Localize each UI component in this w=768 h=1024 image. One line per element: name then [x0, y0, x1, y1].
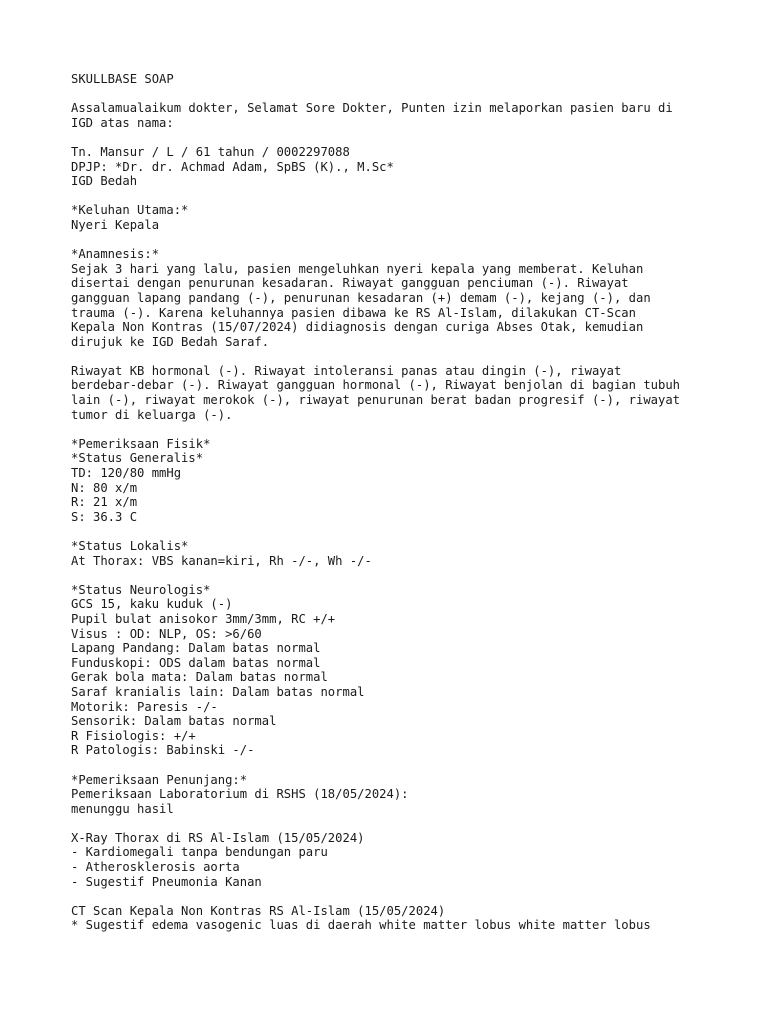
neuro-line: Saraf kranialis lain: Dalam batas normal: [71, 684, 365, 699]
vital-sign-line: S: 36.3 C: [71, 509, 138, 524]
patient-unit: IGD Bedah: [71, 174, 138, 189]
section-heading: *Pemeriksaan Penunjang:*: [71, 772, 248, 787]
section-heading: *Anamnesis:*: [71, 247, 160, 262]
section-heading: *Keluhan Utama:*: [71, 203, 189, 218]
xray-line: - Sugestif Pneumonia Kanan: [71, 874, 262, 889]
neuro-line: R Patologis: Babinski -/-: [71, 743, 255, 758]
greeting-line: Assalamualaikum dokter, Selamat Sore Dokter, Punten izin melaporkan pasien baru di: [71, 101, 673, 116]
history-line: tumor di keluarga (-).: [71, 407, 233, 422]
document-page: [71, 72, 751, 933]
lokalis-line: At Thorax: VBS kanan=kiri, Rh -/-, Wh -/-: [71, 553, 372, 568]
anamnesis-line: disertai dengan penurunan kesadaran. Riwayat gangguan penciuman (-). Riwayat: [71, 276, 629, 291]
anamnesis-section: [71, 247, 751, 422]
neuro-line: Pupil bulat anisokor 3mm/3mm, RC +/+: [71, 611, 336, 626]
history-line: berdebar-debar (-). Riwayat gangguan hormonal (-), Riwayat benjolan di bagian tubuh: [71, 378, 681, 393]
pemeriksaan-penunjang-section: [71, 773, 751, 934]
lab-line: Pemeriksaan Laboratorium di RSHS (18/05/2024):: [71, 787, 409, 802]
spacer: [71, 189, 751, 204]
history-line: lain (-), riwayat merokok (-), riwayat penurunan berat badan progresif (-), riwayat: [71, 393, 681, 408]
neuro-line: Gerak bola mata: Dalam batas normal: [71, 670, 328, 685]
neuro-line: R Fisiologis: +/+: [71, 728, 196, 743]
keluhan-utama-text: Nyeri Kepala: [71, 217, 160, 232]
neuro-line: Motorik: Paresis -/-: [71, 699, 218, 714]
section-heading: *Pemeriksaan Fisik*: [71, 436, 211, 451]
neuro-line: Funduskopi: ODS dalam batas normal: [71, 655, 321, 670]
neuro-line: GCS 15, kaku kuduk (-): [71, 597, 233, 612]
ct-scan-line: * Sugestif edema vasogenic luas di daerah white matter lobus white matter lobus: [71, 918, 651, 933]
pemeriksaan-fisik-section: [71, 437, 751, 758]
patient-dpjp: DPJP: *Dr. dr. Achmad Adam, SpBS (K)., M.Sc*: [71, 159, 394, 174]
spacer: [71, 422, 751, 437]
keluhan-utama-section: [71, 203, 751, 232]
xray-line: - Atherosklerosis aorta: [71, 860, 240, 875]
greeting-paragraph: [71, 101, 751, 130]
xray-line: - Kardiomegali tanpa bendungan paru: [71, 845, 328, 860]
patient-info: [71, 145, 751, 189]
neuro-line: Sensorik: Dalam batas normal: [71, 714, 277, 729]
document-title: SKULLBASE SOAP: [71, 72, 174, 86]
greeting-line: IGD atas nama:: [71, 115, 174, 130]
history-line: Riwayat KB hormonal (-). Riwayat intoleransi panas atau dingin (-), riwayat: [71, 363, 622, 378]
subsection-heading: *Status Generalis*: [71, 451, 204, 466]
spacer: [71, 130, 751, 145]
spacer: [71, 889, 751, 904]
anamnesis-line: Kepala Non Kontras (15/07/2024) didiagnosis dengan curiga Abses Otak, kemudian: [71, 320, 644, 335]
xray-line: X-Ray Thorax di RS Al-Islam (15/05/2024): [71, 830, 365, 845]
ct-scan-line: CT Scan Kepala Non Kontras RS Al-Islam (15/05/2024): [71, 903, 446, 918]
spacer: [71, 233, 751, 248]
spacer: [71, 524, 751, 539]
neuro-line: Lapang Pandang: Dalam batas normal: [71, 641, 321, 656]
anamnesis-line: dirujuk ke IGD Bedah Saraf.: [71, 334, 270, 349]
subsection-heading: *Status Lokalis*: [71, 539, 189, 553]
vital-sign-line: TD: 120/80 mmHg: [71, 466, 182, 481]
subsection-heading: *Status Neurologis*: [71, 582, 211, 597]
anamnesis-line: trauma (-). Karena keluhannya pasien dibawa ke RS Al-Islam, dilakukan CT-Scan: [71, 305, 636, 320]
vital-sign-line: R: 21 x/m: [71, 495, 138, 510]
spacer: [71, 87, 751, 102]
neuro-line: Visus : OD: NLP, OS: >6/60: [71, 626, 262, 641]
anamnesis-line: Sejak 3 hari yang lalu, pasien mengeluhkan nyeri kepala yang memberat. Keluhan: [71, 261, 644, 276]
vital-sign-line: N: 80 x/m: [71, 480, 138, 495]
spacer: [71, 568, 751, 583]
patient-identity: Tn. Mansur / L / 61 tahun / 0002297088: [71, 144, 350, 159]
spacer: [71, 816, 751, 831]
anamnesis-line: gangguan lapang pandang (-), penurunan kesadaran (+) demam (-), kejang (-), dan: [71, 290, 651, 305]
spacer: [71, 758, 751, 773]
lab-line: menunggu hasil: [71, 801, 174, 816]
spacer: [71, 349, 751, 364]
